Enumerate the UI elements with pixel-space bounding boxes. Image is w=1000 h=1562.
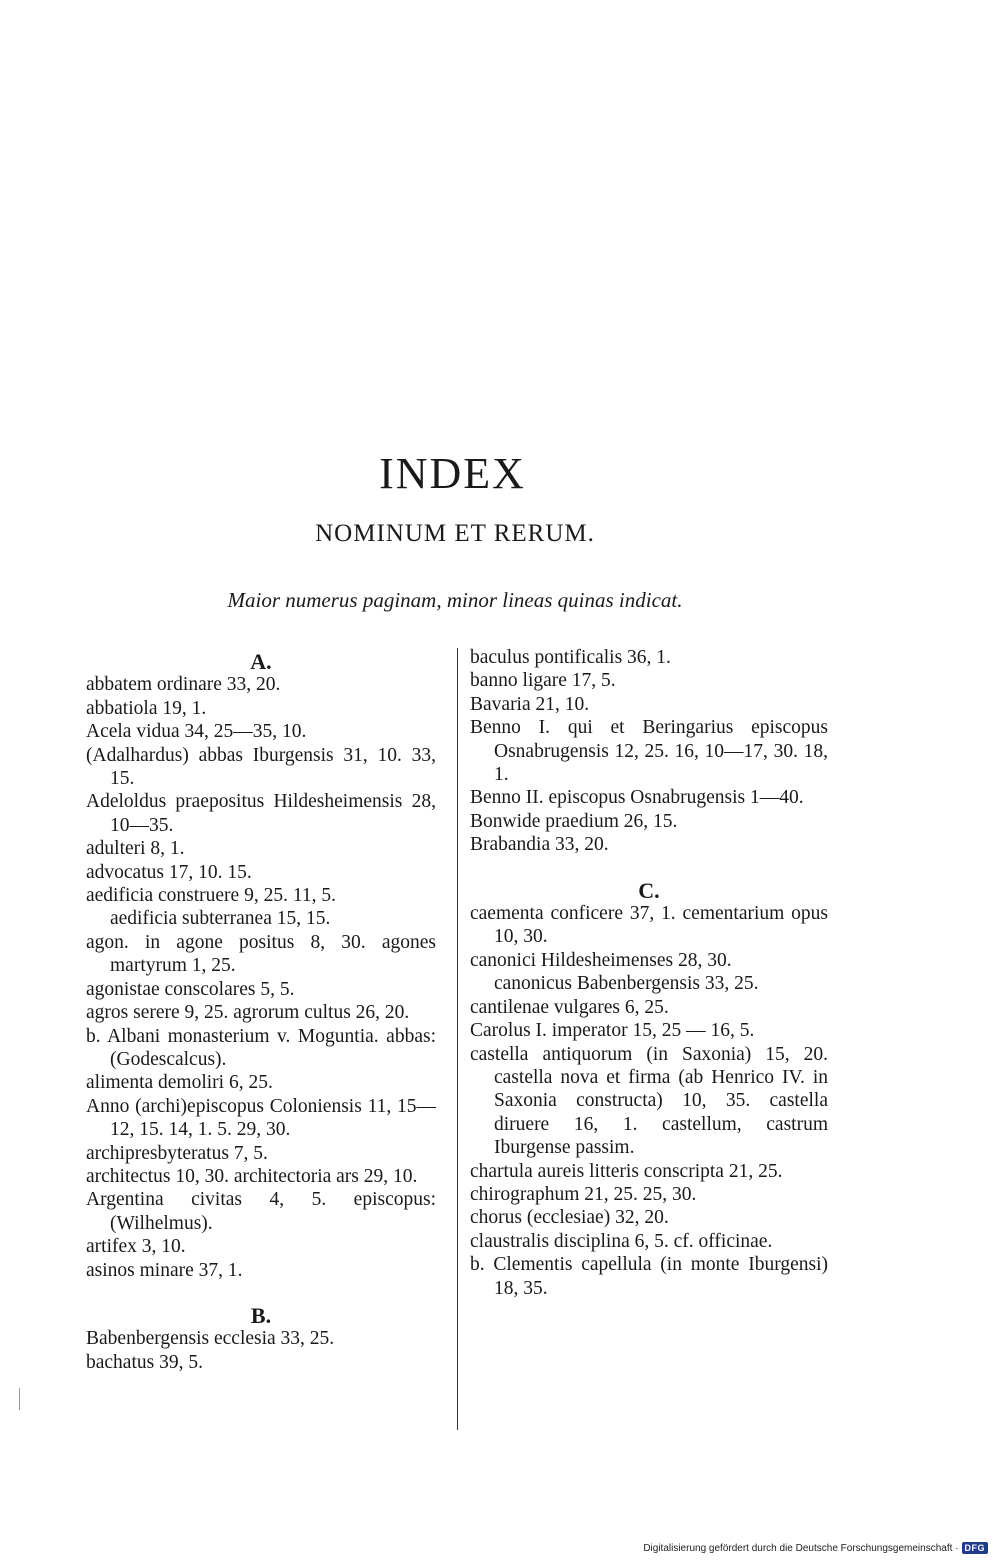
page-title: INDEX — [379, 449, 526, 498]
index-entry: agon. in agone positus 8, 30. agones martyrum 1, 25. — [86, 931, 436, 977]
index-subentry: canonicus Babenbergensis 33, 25. — [494, 973, 759, 995]
index-entry: canonici Hildesheimenses 28, 30. — [470, 949, 732, 971]
index-entry: banno ligare 17, 5. — [470, 670, 616, 692]
section-heading-a: A. — [250, 649, 272, 674]
right-column — [470, 646, 828, 1300]
index-entry: artifex 3, 10. — [86, 1236, 186, 1258]
index-entry: Babenbergensis ecclesia 33, 25. — [86, 1328, 335, 1350]
index-entry: chirographum 21, 25. 25, 30. — [470, 1183, 697, 1205]
index-entry: chorus (ecclesiae) 32, 20. — [470, 1207, 669, 1229]
section-heading-c: C. — [638, 877, 660, 903]
index-entry: Anno (archi)episcopus Coloniensis 11, 15—12, 15. 14, 1. 5. 29, 30. — [86, 1095, 436, 1141]
index-entry: (Adalhardus) abbas Iburgensis 31, 10. 33, 15. — [86, 744, 436, 790]
index-entry: cantilenae vulgares 6, 25. — [470, 996, 669, 1018]
index-entry: Argentina civitas 4, 5. episcopus: (Wilhelmus). — [86, 1189, 436, 1234]
index-entry: b. Clementis capellula (in monte Iburgensi) 18, 35. — [470, 1254, 828, 1299]
column-divider — [457, 648, 458, 1430]
funding-footer — [643, 1542, 988, 1554]
index-entry: architectus 10, 30. architectoria ars 29, 10. — [86, 1165, 418, 1187]
index-entry: abbatem ordinare 33, 20. — [86, 674, 281, 696]
index-entry: bachatus 39, 5. — [86, 1351, 203, 1373]
index-entry: alimenta demoliri 6, 25. — [86, 1072, 273, 1094]
index-entry: Bonwide praedium 26, 15. — [470, 810, 678, 832]
index-entry: Bavaria 21, 10. — [470, 693, 590, 715]
index-entry: castella antiquorum (in Saxonia) 15, 20. castella nova et firma (ab Henrico IV. in Saxonia constructa) 10, 35. castella diruere 16, 1. castellum, castrum Iburgense passim. — [470, 1043, 828, 1159]
margin-mark — [19, 1388, 20, 1410]
left-column — [86, 646, 436, 1374]
index-entry: Benno II. episcopus Osnabrugensis 1—40. — [470, 787, 804, 809]
index-entry: chartula aureis litteris conscripta 21, 25. — [470, 1160, 783, 1182]
usage-note: Maior numerus paginam, minor lineas quinas indicat. — [227, 588, 683, 612]
index-entry: b. Albani monasterium v. Moguntia. abbas: (Godescalcus). — [86, 1025, 436, 1070]
index-entry: Carolus I. imperator 15, 25 — 16, 5. — [470, 1020, 755, 1042]
index-subentry: aedificia subterranea 15, 15. — [110, 908, 331, 930]
index-entry: Acela vidua 34, 25—35, 10. — [86, 721, 307, 743]
page-subtitle: NOMINUM ET RERUM. — [315, 520, 595, 547]
index-entry: Adeloldus praepositus Hildesheimensis 28, 10—35. — [86, 791, 436, 836]
index-entry: caementa conficere 37, 1. cementarium opus 10, 30. — [470, 903, 828, 948]
footer-text: Digitalisierung gefördert durch die Deutsche Forschungsgemeinschaft · — [643, 1542, 959, 1554]
section-heading-b: B. — [250, 1302, 272, 1328]
dfg-logo-icon: DFG — [962, 1542, 989, 1554]
index-entry: adulteri 8, 1. — [86, 838, 185, 860]
index-entry: Brabandia 33, 20. — [470, 834, 609, 856]
index-entry: abbatiola 19, 1. — [86, 697, 207, 719]
index-entry: baculus pontificalis 36, 1. — [470, 647, 671, 668]
index-entry: agonistae conscolares 5, 5. — [86, 978, 295, 1000]
index-entry: asinos minare 37, 1. — [86, 1259, 243, 1281]
index-entry: agros serere 9, 25. agrorum cultus 26, 20. — [86, 1002, 410, 1024]
index-entry: aedificia construere 9, 25. 11, 5. — [86, 885, 336, 907]
index-entry: advocatus 17, 10. 15. — [86, 861, 252, 883]
index-entry: claustralis disciplina 6, 5. cf. officinae. — [470, 1230, 773, 1252]
index-entry: archipresbyteratus 7, 5. — [86, 1142, 268, 1164]
index-entry: Benno I. qui et Beringarius episcopus Osnabrugensis 12, 25. 16, 10—17, 30. 18, 1. — [470, 717, 828, 786]
